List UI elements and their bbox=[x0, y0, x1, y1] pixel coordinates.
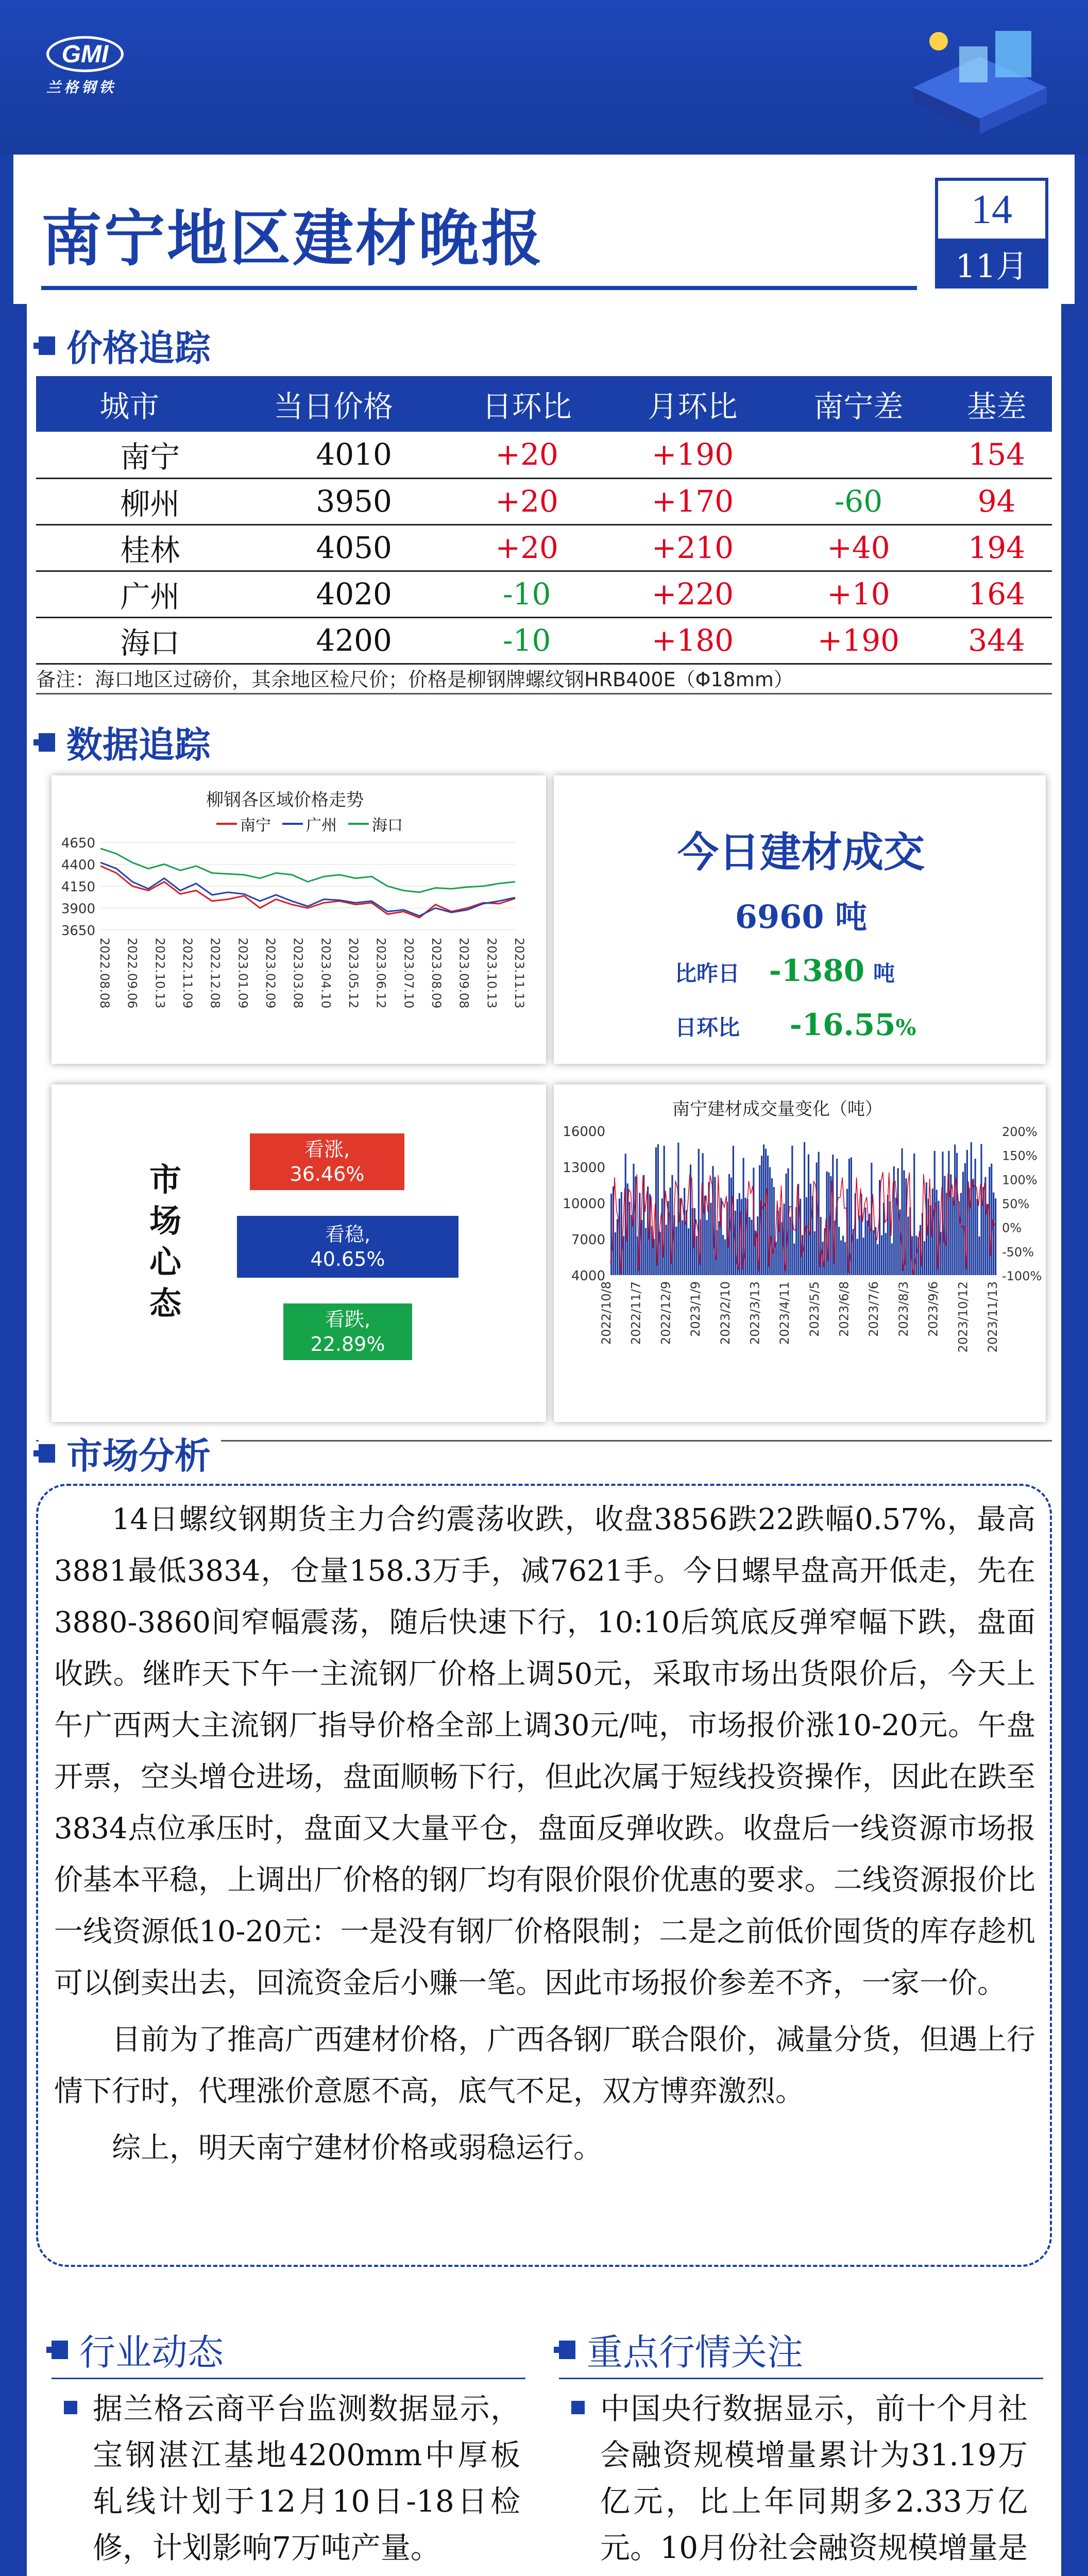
cell-basis: 194 bbox=[941, 524, 1052, 571]
volume-bar bbox=[840, 1241, 842, 1275]
x-tick-label: 2023.02.09 bbox=[263, 938, 278, 1009]
cell-mom: +170 bbox=[610, 478, 776, 524]
deal-value-unit: 吨 bbox=[835, 898, 868, 936]
cell-diff: +10 bbox=[775, 571, 941, 617]
volume-bar bbox=[956, 1153, 958, 1275]
x-tick-label: 2023/5/5 bbox=[807, 1281, 822, 1337]
section-analysis-title: 市场分析 bbox=[66, 1434, 211, 1477]
deal-ratio bbox=[675, 1007, 916, 1042]
date-month: 11月 bbox=[938, 242, 1045, 285]
cell-dod: -10 bbox=[444, 617, 610, 664]
divider bbox=[559, 2378, 1043, 2379]
mood-flat-name: 看稳, bbox=[325, 1223, 371, 1246]
analysis-text bbox=[54, 1494, 1035, 2174]
volume-bar bbox=[722, 1235, 724, 1275]
volume-bar bbox=[924, 1241, 925, 1275]
volume-bar bbox=[814, 1231, 815, 1275]
y-tick-label: 10000 bbox=[563, 1196, 605, 1212]
y-tick-label: 4000 bbox=[571, 1268, 605, 1284]
cell-dod: +20 bbox=[444, 432, 610, 478]
y-tick-label: 4400 bbox=[61, 857, 95, 873]
cell-dod: +20 bbox=[444, 524, 610, 571]
volume-bar bbox=[859, 1215, 860, 1275]
volume-bar bbox=[940, 1232, 941, 1275]
volume-bar bbox=[960, 1193, 962, 1275]
volume-bar bbox=[842, 1236, 844, 1275]
price-trend-card bbox=[52, 775, 546, 1064]
price-table bbox=[36, 376, 1052, 665]
cell-price: 4020 bbox=[223, 571, 444, 617]
x-tick-label: 2023.07.10 bbox=[401, 938, 416, 1009]
volume-bar bbox=[728, 1174, 730, 1275]
cell-mom: +190 bbox=[610, 432, 776, 478]
table-row bbox=[36, 478, 1052, 524]
volume-bar bbox=[864, 1208, 866, 1275]
y2-tick-label: 200% bbox=[1002, 1125, 1038, 1139]
cell-basis: 154 bbox=[941, 432, 1052, 478]
table-row bbox=[36, 524, 1052, 571]
cell-dod: -10 bbox=[444, 571, 610, 617]
logo-text: 兰格钢铁 bbox=[46, 79, 117, 96]
table-row bbox=[36, 571, 1052, 617]
cell-basis: 94 bbox=[941, 478, 1052, 524]
y-tick-label: 3900 bbox=[61, 901, 95, 917]
section-bullet-icon bbox=[39, 733, 55, 752]
mood-label: 市场心态 bbox=[149, 1161, 182, 1322]
deal-value-number: 6960 bbox=[735, 898, 824, 936]
volume-bar bbox=[944, 1176, 945, 1275]
series-line bbox=[100, 866, 515, 918]
x-tick-label: 2023/3/13 bbox=[747, 1281, 762, 1345]
cell-city: 柳州 bbox=[36, 478, 223, 524]
volume-bar bbox=[978, 1236, 980, 1275]
cell-city: 南宁 bbox=[36, 432, 223, 478]
x-tick-label: 2023.04.10 bbox=[318, 938, 333, 1009]
y2-tick-label: 150% bbox=[1002, 1148, 1038, 1163]
cell-price: 4200 bbox=[223, 617, 444, 664]
cell-diff: +40 bbox=[775, 524, 941, 571]
x-tick-label: 2023.09.08 bbox=[456, 938, 471, 1009]
volume-bar bbox=[706, 1220, 708, 1275]
volume-bar bbox=[838, 1227, 840, 1275]
title-underline bbox=[41, 286, 917, 290]
volume-bar bbox=[980, 1144, 982, 1275]
cell-diff: +190 bbox=[775, 617, 941, 664]
volume-bar bbox=[771, 1178, 773, 1275]
deal-dod-label: 比昨日 bbox=[675, 961, 740, 986]
volume-bar bbox=[666, 1225, 667, 1275]
cell-price: 4010 bbox=[223, 432, 444, 478]
volume-bar bbox=[934, 1151, 936, 1275]
volume-bar bbox=[952, 1197, 954, 1275]
section-focus-title: 重点行情关注 bbox=[587, 2331, 803, 2374]
x-tick-label: 2022.10.13 bbox=[152, 938, 167, 1009]
x-tick-label: 2022.12.08 bbox=[208, 938, 223, 1009]
volume-bar bbox=[907, 1216, 909, 1275]
volume-bar bbox=[948, 1151, 949, 1275]
mood-flat-value: 40.65% bbox=[310, 1248, 385, 1270]
volume-bar bbox=[954, 1145, 956, 1275]
section-bullet-icon bbox=[39, 336, 55, 355]
volume-bar bbox=[851, 1157, 852, 1275]
x-tick-label: 2023.10.13 bbox=[484, 938, 499, 1009]
volume-bar bbox=[995, 1198, 996, 1275]
y-tick-label: 13000 bbox=[563, 1160, 605, 1176]
section-bullet-icon bbox=[39, 1444, 55, 1463]
cell-basis: 164 bbox=[941, 571, 1052, 617]
x-tick-label: 2023.03.08 bbox=[291, 938, 305, 1009]
mood-bull-name: 看涨, bbox=[304, 1138, 350, 1161]
focus-list bbox=[564, 2385, 1028, 2576]
volume-bar bbox=[714, 1177, 716, 1275]
mood-bull-value: 36.46% bbox=[290, 1163, 365, 1185]
cell-mom: +180 bbox=[610, 617, 776, 664]
volume-bar bbox=[793, 1244, 795, 1275]
col-nanning-diff: 南宁差 bbox=[775, 376, 941, 432]
x-tick-label: 2023.01.09 bbox=[235, 938, 250, 1009]
y-tick-label: 16000 bbox=[563, 1124, 605, 1140]
cell-basis: 344 bbox=[941, 617, 1052, 664]
y-tick-label: 4150 bbox=[61, 879, 95, 895]
x-tick-label: 2023/10/12 bbox=[956, 1281, 971, 1353]
volume-bar bbox=[806, 1197, 807, 1275]
volume-bar bbox=[816, 1162, 818, 1275]
volume-bar bbox=[773, 1187, 775, 1275]
volume-bar bbox=[913, 1154, 915, 1275]
section-analysis bbox=[39, 1427, 221, 1479]
deal-dod-unit: 吨 bbox=[873, 961, 895, 986]
volume-bar bbox=[682, 1220, 683, 1275]
y-tick-label: 4650 bbox=[61, 836, 95, 851]
volume-bar bbox=[765, 1149, 767, 1275]
x-tick-label: 2023/7/6 bbox=[866, 1281, 881, 1337]
x-tick-label: 2023/11/13 bbox=[985, 1281, 1000, 1353]
cell-price: 4050 bbox=[223, 524, 444, 571]
volume-bar bbox=[749, 1217, 750, 1275]
x-tick-label: 2022.08.08 bbox=[97, 938, 112, 1009]
cell-dod: +20 bbox=[444, 478, 610, 524]
volume-bar bbox=[873, 1230, 874, 1275]
section-data-title: 数据追踪 bbox=[66, 723, 211, 766]
x-tick-label: 2023.06.12 bbox=[373, 938, 388, 1009]
volume-bar bbox=[895, 1198, 897, 1275]
cell-mom: +210 bbox=[610, 524, 776, 571]
x-tick-label: 2023.11.13 bbox=[512, 938, 526, 1009]
cell-mom: +220 bbox=[610, 571, 776, 617]
x-tick-label: 2022/11/7 bbox=[628, 1281, 643, 1345]
volume-bar bbox=[789, 1217, 791, 1275]
x-tick-label: 2022/10/8 bbox=[599, 1281, 614, 1345]
divider bbox=[36, 693, 1052, 694]
deal-dod bbox=[675, 953, 895, 988]
price-trend-chart bbox=[52, 775, 546, 1064]
section-price bbox=[39, 319, 211, 371]
price-table-header bbox=[36, 376, 1052, 432]
chart-title: 南宁建材成交量变化（吨） bbox=[672, 1099, 882, 1120]
y-tick-label: 3650 bbox=[61, 923, 95, 939]
deal-ratio-value: -16.55 bbox=[789, 1007, 896, 1042]
volume-bar bbox=[751, 1220, 752, 1275]
x-tick-label: 2023.05.12 bbox=[346, 938, 361, 1009]
legend-haikou: 海口 bbox=[348, 812, 403, 835]
industry-list bbox=[57, 2385, 520, 2576]
chart-title: 柳钢各区域价格走势 bbox=[206, 790, 364, 810]
cell-city: 桂林 bbox=[36, 524, 223, 571]
volume-bar bbox=[730, 1178, 732, 1275]
x-tick-label: 2023/4/11 bbox=[777, 1281, 792, 1345]
analysis-paragraph: 目前为了推高广西建材价格，广西各钢厂联合限价，减量分货，但遇上行情下行时，代理涨价意愿不高，底气不足，双方博弈激烈。 bbox=[54, 2023, 1035, 2108]
volume-bar bbox=[897, 1168, 899, 1275]
logo bbox=[46, 36, 149, 103]
mood-bull-bar bbox=[250, 1133, 404, 1190]
section-industry-title: 行业动态 bbox=[79, 2331, 224, 2374]
volume-bar bbox=[881, 1235, 882, 1275]
volume-bar bbox=[971, 1142, 972, 1275]
volume-bar bbox=[675, 1227, 677, 1275]
col-price: 当日价格 bbox=[223, 376, 444, 432]
volume-bar bbox=[724, 1239, 726, 1275]
volume-bar bbox=[702, 1153, 704, 1275]
table-row bbox=[36, 617, 1052, 664]
cell-price: 3950 bbox=[223, 478, 444, 524]
volume-bar bbox=[718, 1221, 720, 1275]
section-data bbox=[39, 716, 211, 768]
volume-bar bbox=[993, 1193, 994, 1275]
volume-bar bbox=[862, 1238, 864, 1275]
deal-title: 今日建材成交 bbox=[677, 828, 925, 876]
section-price-title: 价格追踪 bbox=[66, 327, 211, 369]
legend-guangzhou: 广州 bbox=[282, 812, 337, 835]
volume-bar bbox=[804, 1142, 805, 1275]
deal-ratio-unit: % bbox=[895, 1015, 916, 1040]
page-title: 南宁地区建材晚报 bbox=[41, 202, 545, 274]
legend-nanning: 南宁 bbox=[216, 812, 271, 835]
volume-bar bbox=[866, 1221, 868, 1275]
deal-ratio-label: 日环比 bbox=[675, 1015, 740, 1040]
y2-tick-label: 50% bbox=[1002, 1197, 1030, 1211]
volume-bar bbox=[631, 1215, 632, 1275]
y2-tick-label: 100% bbox=[1002, 1173, 1038, 1188]
section-focus bbox=[559, 2324, 803, 2376]
volume-bar bbox=[975, 1159, 976, 1275]
col-dod: 日环比 bbox=[444, 376, 610, 432]
date-badge bbox=[935, 178, 1048, 289]
volume-bar bbox=[877, 1244, 878, 1275]
volume-bar bbox=[857, 1239, 858, 1275]
volume-bar bbox=[977, 1199, 978, 1275]
volume-bar bbox=[973, 1179, 974, 1275]
x-tick-label: 2023/2/10 bbox=[718, 1281, 733, 1345]
divider bbox=[52, 2378, 525, 2379]
volume-bar bbox=[696, 1236, 698, 1275]
section-bullet-icon bbox=[52, 2341, 68, 2359]
volume-bar bbox=[885, 1233, 887, 1275]
y2-tick-label: -50% bbox=[1002, 1245, 1034, 1260]
volume-bar bbox=[763, 1144, 764, 1275]
volume-bar bbox=[991, 1164, 992, 1275]
tech-illustration-icon bbox=[903, 10, 1057, 144]
y2-tick-label: 0% bbox=[1002, 1221, 1022, 1235]
x-tick-label: 2022/12/9 bbox=[658, 1281, 673, 1345]
volume-bar bbox=[688, 1228, 689, 1275]
volume-bar bbox=[891, 1243, 893, 1275]
cell-city: 广州 bbox=[36, 571, 223, 617]
x-tick-label: 2023.08.09 bbox=[429, 938, 444, 1009]
volume-bar bbox=[836, 1159, 838, 1275]
cell-diff: -60 bbox=[775, 478, 941, 524]
volume-chart bbox=[554, 1084, 1046, 1422]
volume-bar bbox=[775, 1242, 777, 1275]
volume-bar bbox=[645, 1228, 647, 1275]
volume-bar bbox=[690, 1164, 691, 1275]
list-item: 据兰格云商平台监测数据显示，宝钢湛江基地4200mm中厚板轧线计划于12月10日-18日检修，计划影响7万吨产量。 bbox=[57, 2385, 520, 2571]
mood-flat-bar bbox=[237, 1216, 458, 1278]
x-tick-label: 2023/9/6 bbox=[926, 1281, 941, 1337]
volume-bar bbox=[617, 1219, 618, 1275]
table-row bbox=[36, 432, 1052, 478]
analysis-paragraph: 14日螺纹钢期货主力合约震荡收跌，收盘3856跌22跌幅0.57%，最高3881最低3834，仓量158.3万手，减7621手。今日螺早盘高开低走，先在3880-3860间窄幅震荡，随后快速下行，10:10后筑底反弹窄幅下跌，盘面收跌。继昨天下午一主流钢厂价格上调50元，采取市场出货限价后，今天上午广西两大主流钢厂指导价格全部上调30元/吨，市场报价涨10-20元。午盘开票，空头增仓进场，盘面顺畅下行，但此次属于短线投资操作，因此在跌至3834点位承压时，盘面又大量平仓，盘面反弹收跌。收盘后一线资源市场报价基本平稳，上调出厂价格的钢厂均有限价限价优惠的要求。二线资源报价比一线资源低10-20元：一是没有钢厂价格限制；二是之前低价囤货的库存趁机可以倒卖出去，回流资金后小赚一笔。因此市场报价参差不齐，一家一价。 bbox=[54, 1503, 1035, 2000]
volume-card bbox=[554, 1084, 1046, 1422]
mood-bear-name: 看跌, bbox=[325, 1308, 371, 1331]
y2-tick-label: -100% bbox=[1002, 1269, 1042, 1283]
mood-bear-value: 22.89% bbox=[310, 1333, 385, 1355]
analysis-paragraph: 综上，明天南宁建材价格或弱稳运行。 bbox=[112, 2131, 602, 2165]
volume-bar bbox=[808, 1155, 809, 1275]
volume-bar bbox=[869, 1214, 870, 1275]
volume-bar bbox=[844, 1242, 846, 1275]
x-tick-label: 2022.11.09 bbox=[180, 938, 195, 1009]
section-industry bbox=[52, 2324, 224, 2376]
volume-bar bbox=[615, 1232, 616, 1275]
section-bullet-icon bbox=[559, 2341, 575, 2359]
volume-bar bbox=[903, 1171, 905, 1275]
volume-bar bbox=[641, 1220, 642, 1275]
logo-mark: GMI bbox=[46, 36, 124, 72]
col-basis: 基差 bbox=[941, 376, 1052, 432]
date-day: 14 bbox=[938, 181, 1045, 242]
deal-value bbox=[600, 891, 1002, 937]
col-mom: 月环比 bbox=[610, 376, 776, 432]
header bbox=[0, 0, 1088, 155]
volume-bar bbox=[659, 1232, 661, 1275]
series-line bbox=[100, 849, 515, 892]
x-tick-label: 2023/8/3 bbox=[896, 1281, 911, 1337]
list-item: 中国央行数据显示，前十个月社会融资规模增量累计为31.19万亿元，比上年同期多2.33万亿元。10月份社会融资规模增量是 bbox=[564, 2385, 1028, 2576]
volume-bar bbox=[962, 1172, 964, 1275]
price-note: 备注：海口地区过磅价，其余地区检尺价；价格是柳钢牌螺纹钢HRB400E（Φ18mm） bbox=[36, 668, 793, 691]
volume-bar bbox=[848, 1159, 850, 1275]
cell-diff bbox=[775, 432, 941, 478]
x-tick-label: 2023/6/8 bbox=[837, 1281, 852, 1337]
volume-bar bbox=[629, 1202, 631, 1275]
deal-dod-value: -1380 bbox=[769, 953, 865, 988]
volume-bar bbox=[684, 1188, 685, 1275]
mood-bear-bar bbox=[283, 1303, 412, 1360]
volume-bar bbox=[761, 1156, 762, 1275]
col-city: 城市 bbox=[36, 376, 223, 432]
x-tick-label: 2022.09.06 bbox=[125, 938, 140, 1009]
cell-city: 海口 bbox=[36, 617, 223, 664]
x-tick-label: 2023/1/9 bbox=[688, 1281, 703, 1337]
volume-bar bbox=[710, 1203, 711, 1275]
y-tick-label: 7000 bbox=[571, 1232, 605, 1248]
